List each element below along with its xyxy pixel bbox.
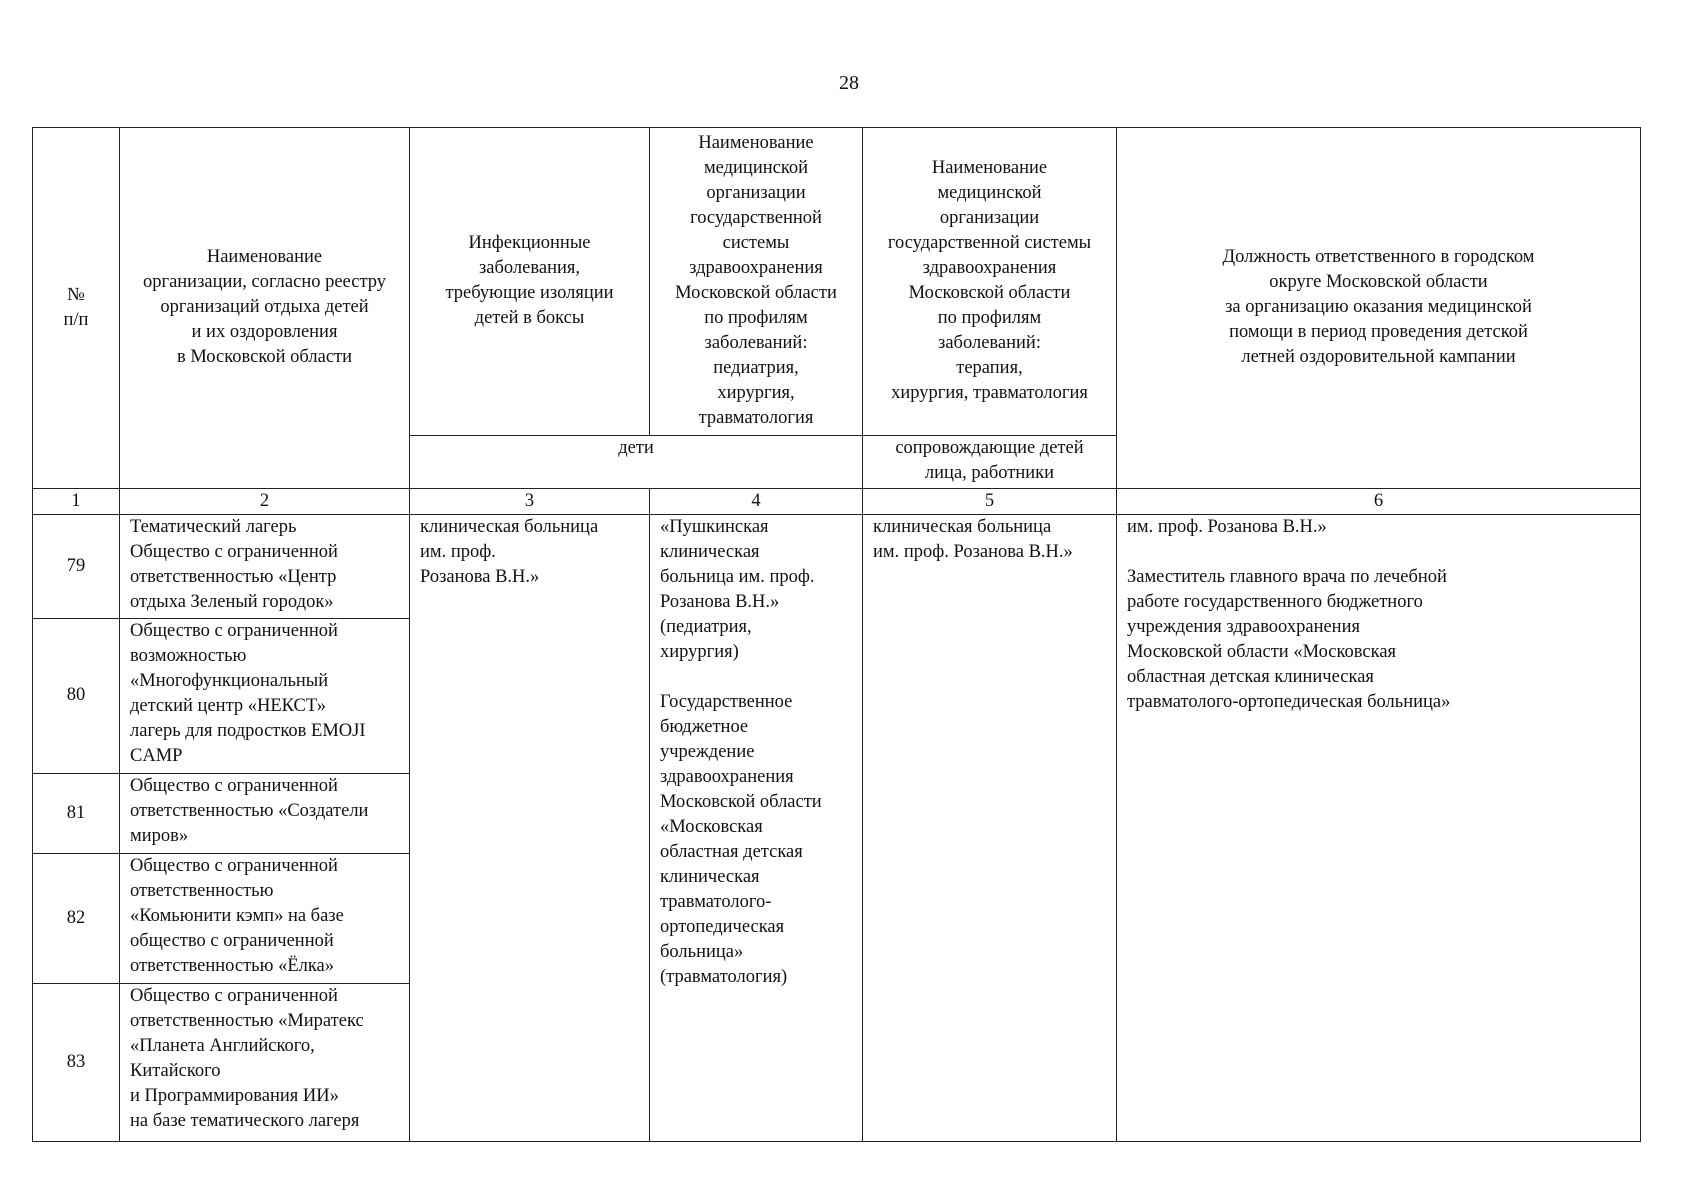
subheader-children: дети [410, 435, 863, 488]
responsible-position-prefix: им. проф. Розанова В.Н.» [1127, 517, 1327, 538]
column-number: 4 [650, 488, 863, 515]
row-number: 81 [33, 773, 120, 853]
row-number: 83 [33, 983, 120, 1142]
pediatric-hospital-trauma: Государственное бюджетное учреждение здравоохранения Московской области «Московская областная детская клиническая травматолого- ортопедическая больница» (травматология) [660, 692, 822, 988]
organizations-table [32, 127, 1641, 1142]
page-number: 28 [839, 72, 859, 94]
organization-name: Общество с ограниченной ответственностью «Миратекс «Планета Английского, Китайского и Программирования ИИ» на базе тематического лагеря [120, 983, 410, 1142]
table-header-row [33, 128, 1641, 436]
row-number: 80 [33, 618, 120, 773]
header-infections-col: Инфекционные заболевания, требующие изоляции детей в боксы [410, 128, 650, 436]
infection-hospital-cell: клиническая больница им. проф. Розанова В.Н.» [410, 515, 650, 1142]
column-number: 6 [1117, 488, 1641, 515]
pediatric-hospital-primary: «Пушкинская клиническая больница им. проф. Розанова В.Н.» (педиатрия, хирургия) [660, 517, 815, 663]
column-number: 3 [410, 488, 650, 515]
adult-hospital-cell: клиническая больница им. проф. Розанова В.Н.» [863, 515, 1117, 1142]
column-number: 5 [863, 488, 1117, 515]
organization-name: Общество с ограниченной возможностью «Многофункциональный детский центр «НЕКСТ» лагерь для подростков EMOJI CAMP [120, 618, 410, 773]
column-number: 2 [120, 488, 410, 515]
header-number-col: № п/п [33, 128, 120, 489]
header-responsible-position-col: Должность ответственного в городском округе Московской области за организацию оказания медицинской помощи в период проведения детской летней оздоровительной кампании [1117, 128, 1641, 489]
header-adult-med-org-col: Наименование медицинской организации государственной системы здравоохранения Московской области по профилям заболеваний: терапия, хирургия, травматология [863, 128, 1117, 436]
row-number: 82 [33, 853, 120, 983]
organization-name: Тематический лагерь Общество с ограниченной ответственностью «Центр отдыха Зеленый городок» [120, 515, 410, 618]
row-number: 79 [33, 515, 120, 618]
responsible-position-cell [1117, 515, 1641, 1142]
column-number: 1 [33, 488, 120, 515]
table-row [33, 515, 1641, 618]
responsible-position-text: Заместитель главного врача по лечебной работе государственного бюджетного учреждения здравоохранения Московской области «Московская областная детская клиническая травматолого-ортопедическая больница» [1127, 567, 1451, 713]
pediatric-hospital-cell [650, 515, 863, 1142]
column-number-row [33, 488, 1641, 515]
header-organization-col: Наименование организации, согласно реестру организаций отдыха детей и их оздоровления в Московской области [120, 128, 410, 489]
organization-name: Общество с ограниченной ответственностью «Комьюнити кэмп» на базе общество с ограниченной ответственностью «Ёлка» [120, 853, 410, 983]
organization-name: Общество с ограниченной ответственностью «Создатели миров» [120, 773, 410, 853]
header-pediatric-med-org-col: Наименование медицинской организации государственной системы здравоохранения Московской области по профилям заболеваний: педиатрия, хирургия, травматология [650, 128, 863, 436]
subheader-accompanying: сопровождающие детей лица, работники [863, 435, 1117, 488]
